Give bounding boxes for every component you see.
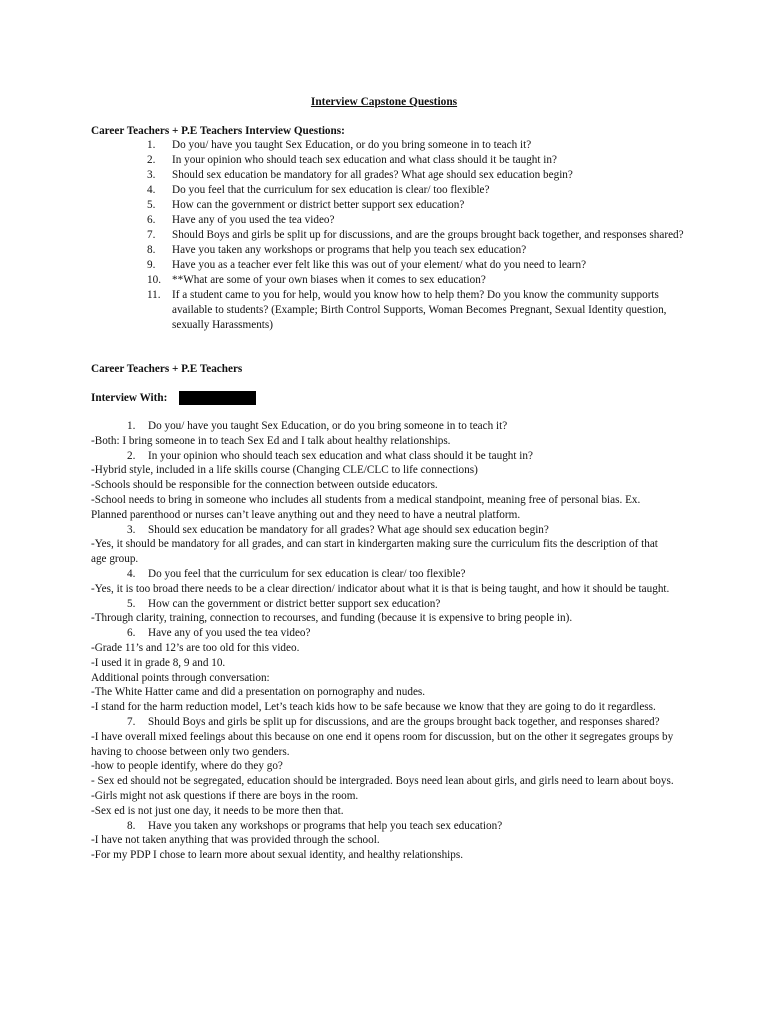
question-number: 10. xyxy=(147,274,161,286)
question-list xyxy=(91,138,691,333)
transcript-question-number: 6. xyxy=(127,627,136,640)
question-number: 3. xyxy=(147,169,156,181)
transcript-answer: -I used it in grade 8, 9 and 10. xyxy=(91,656,226,669)
question-number: 8. xyxy=(147,244,156,256)
transcript-question xyxy=(91,715,676,730)
transcript-question-number: 3. xyxy=(127,523,136,536)
transcript-question-text: Do you/ have you taught Sex Education, or do you bring someone in to teach it? xyxy=(148,420,508,432)
transcript-answer: Additional points through conversation: xyxy=(91,671,270,684)
transcript-question-text: Have any of you used the tea video? xyxy=(148,627,311,640)
transcript-answer: -Girls might not ask questions if there are boys in the room. xyxy=(91,789,359,802)
question-text: Have any of you used the tea video? xyxy=(172,214,335,226)
transcript-question xyxy=(91,567,676,582)
transcript-question-number: 2. xyxy=(127,449,136,462)
transcript-answer: - Sex ed should not be segregated, education should be intergraded. Boys need lean about girls, and girls need to learn about boys. xyxy=(91,775,674,788)
question-number: 5. xyxy=(147,199,156,211)
question-text: **What are some of your own biases when it comes to sex education? xyxy=(172,274,486,286)
question-number: 4. xyxy=(147,184,156,196)
transcript-question-number: 5. xyxy=(127,597,136,610)
question-number: 2. xyxy=(147,154,156,166)
transcript-answer: -Yes, it should be mandatory for all grades, and can start in kindergarten making sure the curriculum fits the description of that age group. xyxy=(91,538,658,566)
question-number: 9. xyxy=(147,259,156,271)
transcript-answer: -how to people identify, where do they go? xyxy=(91,760,283,773)
transcript-question-text: In your opinion who should teach sex education and what class should it be taught in? xyxy=(148,449,533,462)
transcript-question-text: Should sex education be mandatory for all grades? What age should sex education begin? xyxy=(148,523,549,536)
transcript-question xyxy=(91,597,676,612)
question-number: 1. xyxy=(147,139,156,151)
question-item xyxy=(91,228,691,243)
question-text: If a student came to you for help, would you know how to help them? Do you know the community supports available to students? (Example; Birth Control Supports, Woman Becomes Pregnant, Sexual Identity question, sexually Harassments) xyxy=(172,289,667,331)
question-item xyxy=(91,213,691,228)
question-number: 6. xyxy=(147,214,156,226)
question-text: Should Boys and girls be split up for discussions, and are the groups brought back together, and responses shared? xyxy=(172,229,684,241)
transcript-answer: -Yes, it is too broad there needs to be a clear direction/ indicator about what it is that is being taught, and how it should be taught. xyxy=(91,582,670,595)
interview-transcript xyxy=(91,419,676,863)
question-item xyxy=(91,168,691,183)
question-item xyxy=(91,273,691,288)
question-item xyxy=(91,288,691,333)
question-number: 7. xyxy=(147,229,156,241)
transcript-question-text: Have you taken any workshops or programs that help you teach sex education? xyxy=(148,819,503,832)
question-text: Should sex education be mandatory for all grades? What age should sex education begin? xyxy=(172,169,573,181)
question-text: Have you taken any workshops or programs that help you teach sex education? xyxy=(172,244,527,256)
question-item xyxy=(91,138,691,153)
transcript-answer: -Grade 11’s and 12’s are too old for this video. xyxy=(91,641,300,654)
question-text: Do you feel that the curriculum for sex education is clear/ too flexible? xyxy=(172,184,490,196)
transcript-answer: -For my PDP I chose to learn more about sexual identity, and healthy relationships. xyxy=(91,849,464,862)
transcript-answer: -Through clarity, training, connection to recourses, and funding (because it is expensive to bring people in). xyxy=(91,612,573,625)
transcript-question xyxy=(91,626,676,641)
transcript-answer: -I stand for the harm reduction model, Let’s teach kids how to be safe because we know that they are going to do it regardless. xyxy=(91,701,656,714)
transcript-question-text: How can the government or district better support sex education? xyxy=(148,597,441,610)
transcript-answer: -Schools should be responsible for the connection between outside educators. xyxy=(91,479,438,492)
section-heading-questions: Career Teachers + P.E Teachers Interview Questions: xyxy=(91,125,345,137)
transcript-question-text: Do you feel that the curriculum for sex education is clear/ too flexible? xyxy=(148,567,466,580)
transcript-question xyxy=(91,819,676,834)
transcript-answer: -The White Hatter came and did a presentation on pornography and nudes. xyxy=(91,686,426,699)
redacted-name-block xyxy=(179,391,256,405)
transcript-question xyxy=(91,449,676,464)
question-text: In your opinion who should teach sex education and what class should it be taught in? xyxy=(172,154,557,166)
transcript-question-number: 8. xyxy=(127,819,136,832)
transcript-question-number: 4. xyxy=(127,567,136,580)
transcript-answer: -I have overall mixed feelings about this because on one end it opens room for discussion, but on the other it segregates groups by having to choose between only two genders. xyxy=(91,730,674,758)
transcript-answer: -I have not taken anything that was provided through the school. xyxy=(91,834,380,847)
transcript-question xyxy=(91,523,676,538)
interview-with-label: Interview With: xyxy=(91,392,168,404)
question-item xyxy=(91,258,691,273)
question-number: 11. xyxy=(147,289,161,301)
question-text: Have you as a teacher ever felt like this was out of your element/ what do you need to learn? xyxy=(172,259,587,271)
transcript-question-number: 7. xyxy=(127,715,136,728)
transcript-question xyxy=(91,419,676,434)
question-item xyxy=(91,183,691,198)
document-title: Interview Capstone Questions xyxy=(310,96,458,108)
transcript-answer: -Hybrid style, included in a life skills course (Changing CLE/CLC to life connections) xyxy=(91,464,478,477)
transcript-question-number: 1. xyxy=(127,420,136,432)
question-item xyxy=(91,198,691,213)
question-item xyxy=(91,243,691,258)
transcript-answer: -School needs to bring in someone who includes all students from a medical standpoint, meaning free of personal bias. Ex. Planned parenthood or nurses can’t leave anything out and they need to have a neutral platform. xyxy=(91,493,641,521)
section-heading-teachers: Career Teachers + P.E Teachers xyxy=(91,363,243,375)
transcript-answer: -Both: I bring someone in to teach Sex Ed and I talk about healthy relationships. xyxy=(91,434,451,447)
question-text: Do you/ have you taught Sex Education, or do you bring someone in to teach it? xyxy=(172,139,532,151)
question-text: How can the government or district better support sex education? xyxy=(172,199,465,211)
question-item xyxy=(91,153,691,168)
transcript-answer: -Sex ed is not just one day, it needs to be more then that. xyxy=(91,804,344,817)
transcript-question-text: Should Boys and girls be split up for discussions, and are the groups brought back together, and responses shared? xyxy=(148,715,660,728)
